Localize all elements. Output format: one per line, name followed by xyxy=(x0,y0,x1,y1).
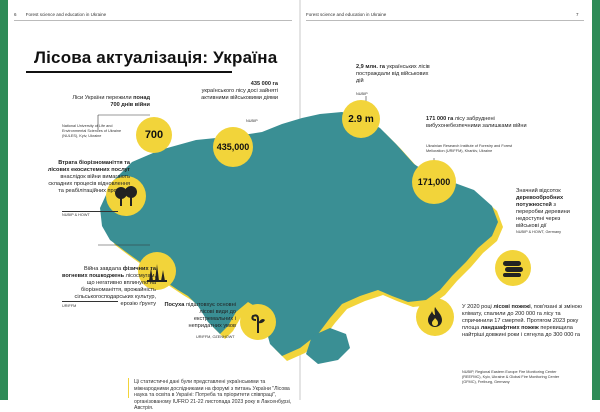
drought-text: Посуха підштовхує основні лісові види до екстремальних і непридатних умов xyxy=(164,302,236,329)
footnote: Ці статистичні дані були представлені українськими та міжнародними дослідниками на форумі з питань України "Лісова наука та освіта в Україні: Потреба та пріоритети співпраці", організованому IUFRO 21-22 листопада 2023 року в Лаксенбурзі, Австрія. xyxy=(134,379,292,411)
right-running-title: Forest science and education in Ukraine xyxy=(306,12,387,17)
days-circle: 700 xyxy=(136,117,172,153)
mined-circle: 435,000 xyxy=(213,127,253,167)
mined-source: NUBIP xyxy=(246,119,258,123)
drought-icon-circle xyxy=(240,304,276,340)
fire-icon xyxy=(426,306,444,328)
contaminated-source: Ukrainian Research Institute of Forestry and Forest Melioration (URIFFM), Kharkiv, Ukraine xyxy=(426,144,513,153)
days-source: National University of Life and Environmental Sciences of Ukraine (NULES), Kyiv, Ukraine xyxy=(62,124,122,138)
fires-icon-circle xyxy=(416,298,454,336)
mined-text: 435 000 га українського лісу досі зайняті активними військовими діями xyxy=(201,81,278,101)
processing-text: Значний відсоток деревообробних потужностей з переробки деревини недоступні через військові дії xyxy=(516,188,570,229)
processing-source: NUBIP & HOWT, Germany xyxy=(516,230,562,234)
left-running-title: Forest science and education in Ukraine xyxy=(25,12,107,17)
contaminated-circle: 171,000 xyxy=(412,160,456,204)
damaged-source: NUBIP xyxy=(356,92,368,96)
footnote-marker xyxy=(128,378,129,398)
biodiversity-rule xyxy=(62,211,118,212)
logs-icon xyxy=(501,258,525,278)
drought-source: URIFFM, OZENHOWT xyxy=(196,335,235,339)
damaged-text: 2,9 млн. га українських лісів постраждали від військових дій xyxy=(356,64,430,84)
biodiversity-text: Втрата біорізноманіття та лісових екосистемних послуг внаслідок війни вимагають складних процесів відновлення та реабілітаційних процесів xyxy=(47,160,130,194)
contaminated-text: 171 000 га лісу забруднені вибухонебезпечними залишками війни xyxy=(426,116,527,129)
fires-source: NUBIP, Regional Eastern Europe Fire Monitoring Center (REEFMC), Kyiv, Ukraine & Global Fire Monitoring Center (GFMC), Freiburg, Germany xyxy=(462,370,560,384)
right-page-number: 7 xyxy=(576,12,579,17)
processing-icon-circle xyxy=(495,250,531,286)
wilted-plant-icon xyxy=(248,311,268,333)
physical-source: URIFFM xyxy=(62,304,77,308)
damaged-circle: 2.9 m xyxy=(342,100,380,138)
days-text: Ліси України пережили понад 700 днів війни xyxy=(72,95,150,108)
page-title: Лісова актуалізація: Україна xyxy=(34,48,278,67)
left-page-number: 6 xyxy=(14,12,17,17)
physical-text: Війна завдала фізичних та вогневих пошкоджень лісосмугам, що негативно вплинуло на біорізноманіття, врожайність сільськогосподарських культур, ерозію ґрунту xyxy=(61,266,156,307)
physical-rule xyxy=(62,301,118,302)
biodiversity-source: NUBIP & HOWT xyxy=(62,213,90,217)
fires-text: У 2020 році лісові пожежі, пов'язані зі зміною клімату, спалили до 200 000 га лісу та спричинили 17 смертей. Протягом 2023 року площа ландшафтних пожеж перевищила найтріші довжині роки і сягнула до 300 000 га xyxy=(462,304,582,338)
